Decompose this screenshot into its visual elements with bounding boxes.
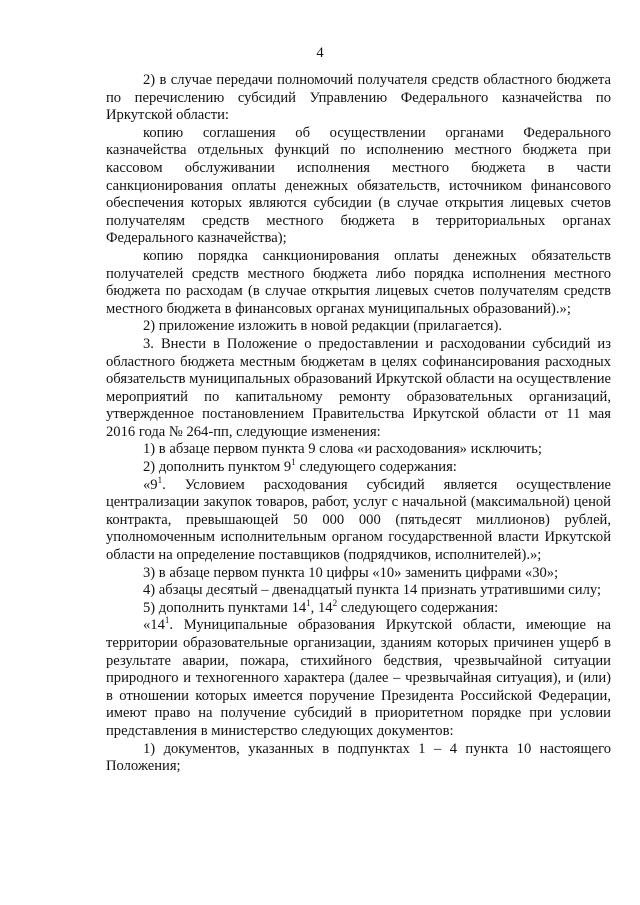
paragraph: 2) в случае передачи полномочий получателя средств областного бюджета по перечислению субсидий Управлению Федерального казначейства по Иркутской области: xyxy=(106,72,611,124)
document-body xyxy=(106,72,611,776)
page-number: 4 xyxy=(316,45,324,61)
paragraph-after: следующего содержания: xyxy=(337,599,499,616)
paragraph-after: . Муниципальные образования Иркутской области, имеющие на территории образовательные организации, зданиям которых причинен ущерб в результате аварии, пожара, стихийного бедствия, чрезвычайной ситуации природного и техногенного характера (далее – чрезвычайная ситуация), и (или) в отношении которых имеется поручение Президента Российской Федерации, имеют право на получение субсидий в приоритетном порядке при условии представления в министерство следующих документов: xyxy=(106,617,611,739)
paragraph-prefix: 5) дополнить пунктами 14 xyxy=(143,599,307,616)
paragraph: 4) абзацы десятый – двенадцатый пункта 14 признать утратившими силу; xyxy=(143,582,602,599)
paragraph: копию порядка санкционирования оплаты денежных обязательств получателей средств местного бюджета либо порядка исполнения местного бюджета по расходам (в случае открытия лицевых счетов получателям средств местного бюджета в финансовых органах муниципальных образований).»; xyxy=(106,247,611,317)
paragraph-text: дополнить пунктом 9 xyxy=(158,459,292,476)
paragraph: 2) приложение изложить в новой редакции (прилагается). xyxy=(143,318,502,335)
superscript: 2 xyxy=(332,597,338,608)
paragraph: 3) в абзаце первом пункта 10 цифры «10» заменить цифрами «30»; xyxy=(143,564,559,581)
paragraph-with-superscript xyxy=(106,597,611,618)
paragraph: копию соглашения об осуществлении органами Федерального казначейства отдельных функций по исполнению местного бюджета при кассовом обслуживании исполнения местного бюджета в части санкционирования оплаты денежных обязательств, источником финансового обеспечения которых являются субсидии (в случае открытия лицевых счетов получателям средств местного бюджета в территориальных органах Федерального казначейства); xyxy=(106,124,611,247)
superscript: 1 xyxy=(157,474,163,485)
superscript: 1 xyxy=(306,597,311,608)
paragraph-with-superscript xyxy=(106,617,611,740)
paragraph-prefix: «14 xyxy=(143,617,165,634)
superscript: 1 xyxy=(164,615,170,626)
paragraph-mid: , 14 xyxy=(310,599,333,616)
paragraph-after: . Условием расходования субсидий является осуществление централизации закупок товаров, работ, услуг с начальной (максимальной) ценой контракта, превышающей 50 000 000 (пятьдесят миллионов) рублей, уполномоченным исполнительным органом государственной власти Иркутской области на определение поставщиков (подрядчиков, исполнителей).»; xyxy=(106,476,611,564)
paragraph-with-superscript xyxy=(106,474,611,565)
paragraph: 1) документов, указанных в подпунктах 1 – 4 пункта 10 настоящего Положения; xyxy=(106,740,611,775)
paragraph-with-superscript xyxy=(106,459,611,477)
paragraph-after: следующего содержания: xyxy=(295,459,457,476)
superscript: 1 xyxy=(291,457,296,468)
paragraph-prefix: 2) xyxy=(143,459,159,476)
paragraph: 1) в абзаце первом пункта 9 слова «и расходования» исключить; xyxy=(143,441,542,458)
paragraph: 3. Внести в Положение о предоставлении и расходовании субсидий из областного бюджета местным бюджетам в целях софинансирования расходных обязательств муниципальных образований Иркутской области на осуществление мероприятий по капитальному ремонту образовательных организаций, утвержденное постановлением Правительства Иркутской области от 11 мая 2016 года № 264-пп, следующие изменения: xyxy=(106,335,611,440)
paragraph-prefix: «9 xyxy=(143,476,158,493)
